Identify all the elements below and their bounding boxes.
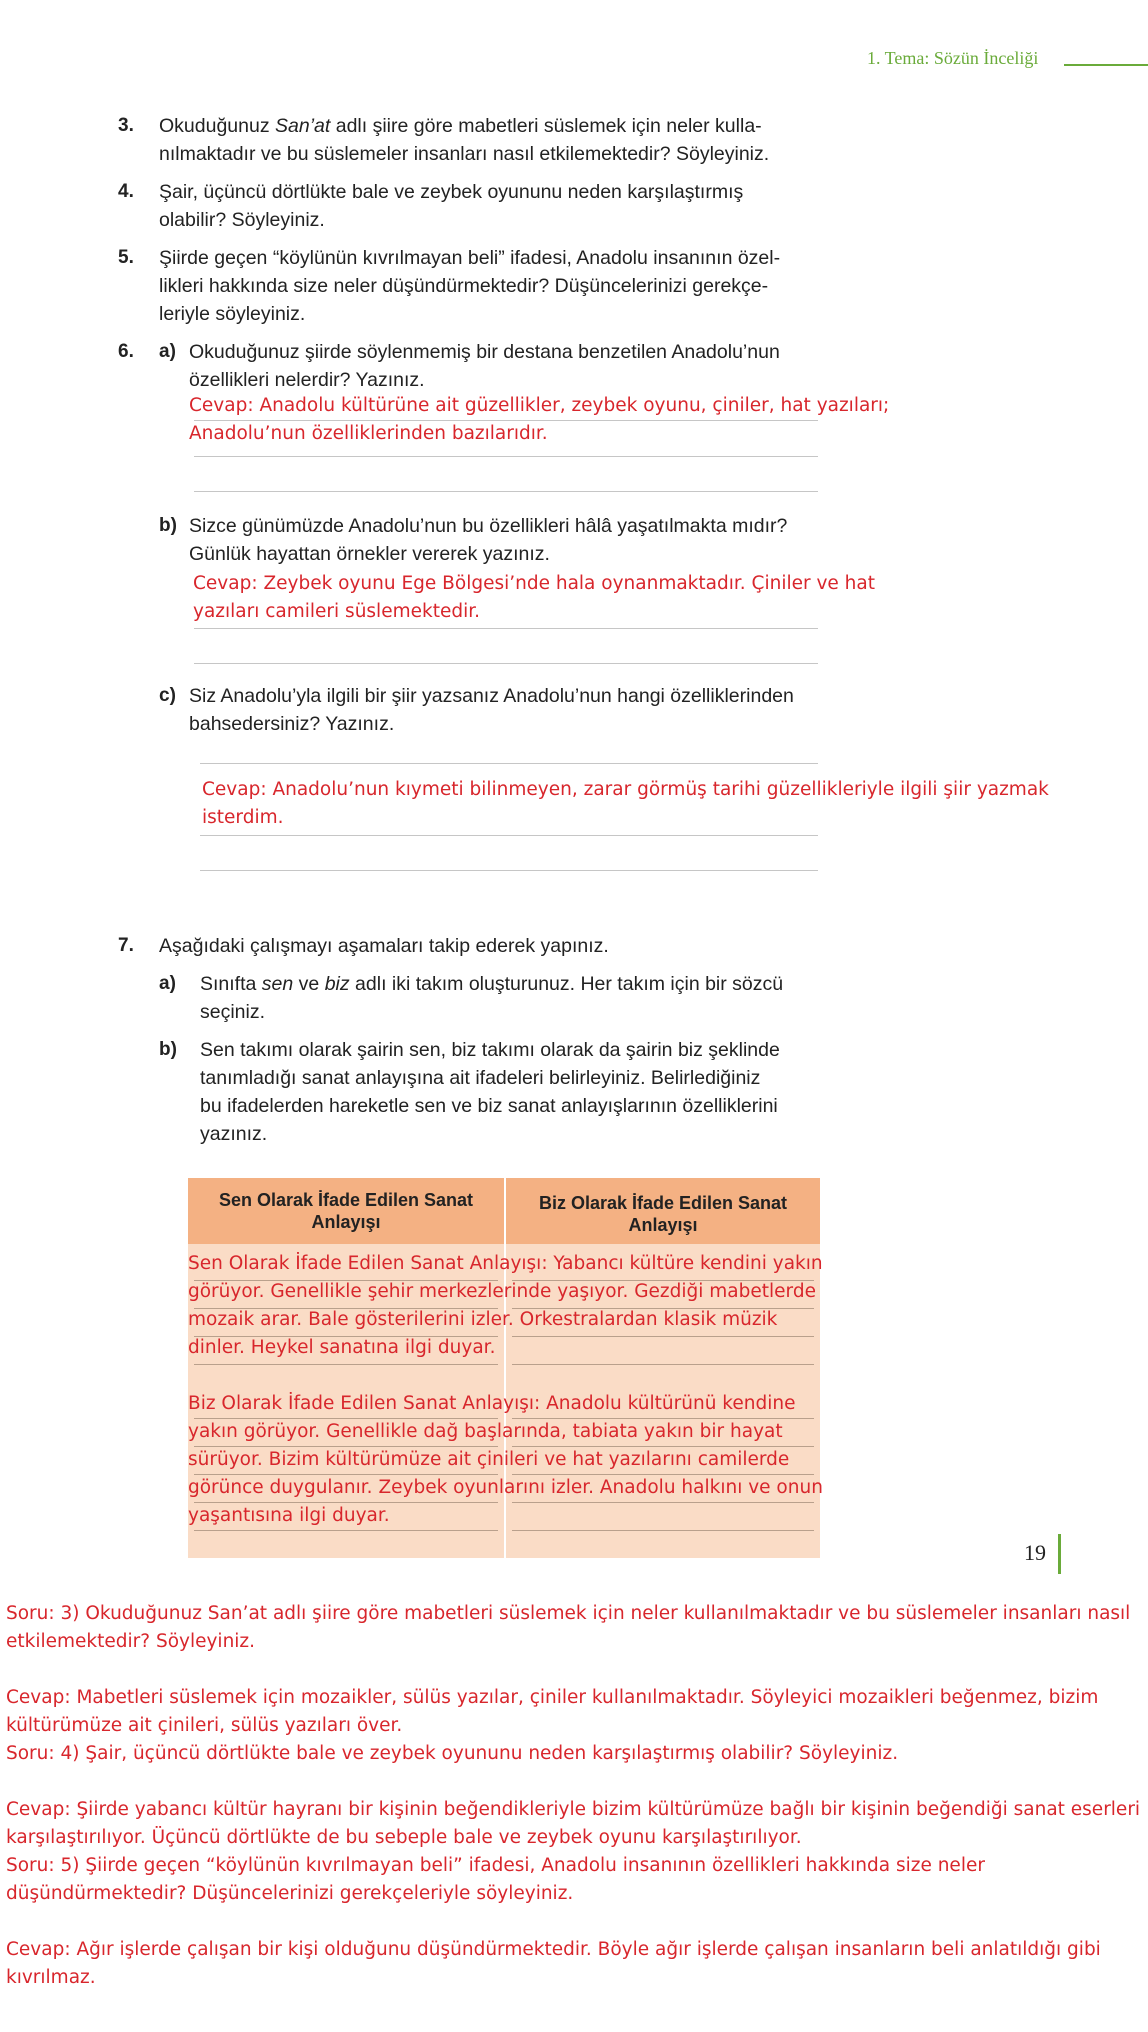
- q7-intro: Aşağıdaki çalışmayı aşamaları takip ederek yapınız.: [159, 935, 609, 957]
- q3-number: 3.: [118, 115, 134, 136]
- q6b-text-line2: Günlük hayattan örnekler vererek yazınız.: [189, 543, 550, 565]
- bottom-note-line: Soru: 3) Okuduğunuz San’at adlı şiire göre mabetleri süslemek için neler kullanılmaktadır ve bu süslemeler insanları nasıl: [6, 1603, 1131, 1624]
- q6b-text-line1: Sizce günümüzde Anadolu’nun bu özellikleri hâlâ yaşatılmakta mıdır?: [189, 515, 788, 537]
- table-biz-answer-line: sürüyor. Bizim kültürümüze ait çinileri ve hat yazılarını camilerde: [188, 1449, 790, 1470]
- table-sen-answer-line: görüyor. Genellikle şehir merkezlerinde yaşıyor. Gezdiği mabetlerde: [188, 1281, 816, 1302]
- q6b-answer-line2: yazıları camileri süslemektedir.: [193, 601, 481, 622]
- table-line: [194, 1530, 498, 1531]
- table-biz-answer-line: Biz Olarak İfade Edilen Sanat Anlayışı: Anadolu kültürünü kendine: [188, 1393, 796, 1414]
- answer-line: [194, 456, 818, 457]
- q7b-text-line3: bu ifadelerden hareketle sen ve biz sanat anlayışlarının özelliklerini: [200, 1095, 778, 1117]
- q6a-answer-line1: Cevap: Anadolu kültürüne ait güzellikler, zeybek oyunu, çiniler, hat yazıları;: [189, 395, 890, 416]
- q7a-text-line2: seçiniz.: [200, 1001, 266, 1023]
- bottom-note-line: Soru: 4) Şair, üçüncü dörtlükte bale ve zeybek oyununu neden karşılaştırmış olabilir? Söyleyiniz.: [6, 1743, 899, 1764]
- table-biz-answer-line: yaşantısına ilgi duyar.: [188, 1505, 390, 1526]
- q6c-answer-line2: isterdim.: [202, 807, 284, 828]
- q3-text-line2: nılmaktadır ve bu süslemeler insanları nasıl etkilemektedir? Söyleyiniz.: [159, 143, 770, 165]
- answer-line: [200, 835, 818, 836]
- answer-line: [194, 420, 818, 421]
- q4-text-line1: Şair, üçüncü dörtlükte bale ve zeybek oyununu neden karşılaştırmış: [159, 181, 744, 203]
- table-biz-answer-line: görünce duygulanır. Zeybek oyunlarını izler. Anadolu halkını ve onun: [188, 1477, 823, 1498]
- q3-text-line1: [159, 112, 762, 140]
- bottom-note-line: Cevap: Ağır işlerde çalışan bir kişi olduğunu düşündürmektedir. Böyle ağır işlerde çalışan insanların beli anlatıldığı gibi: [6, 1939, 1101, 1960]
- q7a-biz: biz: [324, 973, 350, 995]
- q4-number: 4.: [118, 181, 134, 202]
- art-comparison-table: [188, 1178, 823, 1558]
- table-header-sen-text: [219, 1189, 473, 1233]
- table-header-sen: [188, 1178, 504, 1244]
- q7a-text-c: ve: [293, 973, 325, 995]
- answer-line: [200, 870, 818, 871]
- q6b-label: b): [159, 515, 177, 536]
- bottom-note-line: kültürümüze ait çinileri, sülüs yazıları över.: [6, 1715, 403, 1736]
- table-line: [512, 1530, 814, 1531]
- table-sen-answer-line: dinler. Heykel sanatına ilgi duyar.: [188, 1337, 496, 1358]
- q4-text-line2: olabilir? Söyleyiniz.: [159, 209, 325, 231]
- q3-text-a: Okuduğunuz: [159, 115, 276, 137]
- q6-number: 6.: [118, 341, 134, 362]
- q7b-text-line4: yazınız.: [200, 1123, 268, 1145]
- table-header-biz-text: [539, 1192, 787, 1236]
- q7-number: 7.: [118, 935, 134, 956]
- table-sen-answer-line: Sen Olarak İfade Edilen Sanat Anlayışı: Yabancı kültüre kendini yakın: [188, 1253, 823, 1274]
- page-number-bar: [1058, 1534, 1061, 1574]
- table-header-biz-line1: Biz Olarak İfade Edilen Sanat: [538, 1193, 788, 1213]
- q6c-text-line2: bahsedersiniz? Yazınız.: [189, 713, 395, 735]
- q7b-text-line1: Sen takımı olarak şairin sen, biz takımı olarak da şairin biz şeklinde: [200, 1039, 780, 1061]
- q6a-label: a): [159, 341, 176, 362]
- table-header-sen-line1: Sen Olarak İfade Edilen Sanat: [218, 1190, 474, 1210]
- table-header-sen-line2: Anlayışı: [311, 1212, 381, 1232]
- q6b-answer-line1: Cevap: Zeybek oyunu Ege Bölgesi’nde hala oynanmaktadır. Çiniler ve hat: [193, 573, 875, 594]
- table-header-biz: [506, 1178, 820, 1244]
- table-sen-answer-line: mozaik arar. Bale gösterilerini izler. Orkestralardan klasik müzik: [188, 1309, 778, 1330]
- q6a-text-line2: özellikleri nelerdir? Yazınız.: [189, 369, 425, 391]
- q6c-label: c): [159, 685, 176, 706]
- q6a-text-line1: Okuduğunuz şiirde söylenmemiş bir destana benzetilen Anadolu’nun: [189, 341, 780, 363]
- bottom-note-line: etkilemektedir? Söyleyiniz.: [6, 1631, 256, 1652]
- bottom-note-line: Cevap: Mabetleri süslemek için mozaikler, sülüs yazılar, çiniler kullanılmaktadır. Söyleyici mozaikleri beğenmez, bizim: [6, 1687, 1099, 1708]
- q5-text-line1: Şiirde geçen “köylünün kıvrılmayan beli” ifadesi, Anadolu insanının özel-: [159, 247, 781, 269]
- header-divider: [1064, 64, 1148, 66]
- answer-line: [194, 491, 818, 492]
- bottom-note-line: düşündürmektedir? Düşüncelerinizi gerekçeleriyle söyleyiniz.: [6, 1883, 574, 1904]
- q3-text-c: adlı şiire göre mabetleri süslemek için neler kulla-: [330, 115, 762, 137]
- table-biz-answer: [188, 1390, 823, 1530]
- q7a-sen: sen: [261, 973, 294, 995]
- q7a-text-line1: [200, 970, 783, 998]
- q7a-text-a: Sınıfta: [200, 973, 262, 995]
- q7a-label: a): [159, 973, 176, 994]
- theme-title: 1. Tema: Sözün İnceliği: [867, 48, 1039, 68]
- table-sen-answer: [188, 1250, 823, 1362]
- q3-poem-title: San’at: [275, 115, 331, 137]
- q7b-label: b): [159, 1039, 177, 1060]
- bottom-note-line: kıvrılmaz.: [6, 1967, 96, 1988]
- table-line: [194, 1364, 498, 1365]
- q5-text-line3: leriyle söyleyiniz.: [159, 303, 306, 325]
- answer-line: [194, 663, 818, 664]
- q7a-text-e: adlı iki takım oluşturunuz. Her takım için bir sözcü: [349, 973, 784, 995]
- q6c-answer-line1: Cevap: Anadolu’nun kıymeti bilinmeyen, zarar görmüş tarihi güzellikleriyle ilgili şiir yazmak: [202, 779, 1049, 800]
- q5-text-line2: likleri hakkında size neler düşündürmektedir? Düşüncelerinizi gerekçe-: [159, 275, 769, 297]
- bottom-note-line: Cevap: Şiirde yabancı kültür hayranı bir kişinin beğendikleriyle bizim kültürümüze bağlı bir kişinin beğendiği sanat eserleri: [6, 1799, 1141, 1820]
- bottom-note-line: karşılaştırılıyor. Üçüncü dörtlükte de bu sebeple bale ve zeybek oyunu karşılaştırılıyor.: [6, 1827, 802, 1848]
- q6a-answer-line2: Anadolu’nun özelliklerinden bazılarıdır.: [189, 423, 548, 444]
- page-number: 19: [1024, 1540, 1046, 1565]
- q7b-text-line2: tanımladığı sanat anlayışına ait ifadeleri belirleyiniz. Belirlediğiniz: [200, 1067, 761, 1089]
- bottom-note-line: Soru: 5) Şiirde geçen “köylünün kıvrılmayan beli” ifadesi, Anadolu insanının özellikleri hakkında size neler: [6, 1855, 985, 1876]
- answer-line: [200, 763, 818, 764]
- answer-line: [194, 628, 818, 629]
- q6c-text-line1: Siz Anadolu’yla ilgili bir şiir yazsanız Anadolu’nun hangi özelliklerinden: [189, 685, 794, 707]
- table-header-biz-line2: Anlayışı: [628, 1215, 698, 1235]
- table-biz-answer-line: yakın görüyor. Genellikle dağ başlarında, tabiata yakın bir hayat: [188, 1421, 783, 1442]
- q5-number: 5.: [118, 247, 134, 268]
- table-line: [512, 1364, 814, 1365]
